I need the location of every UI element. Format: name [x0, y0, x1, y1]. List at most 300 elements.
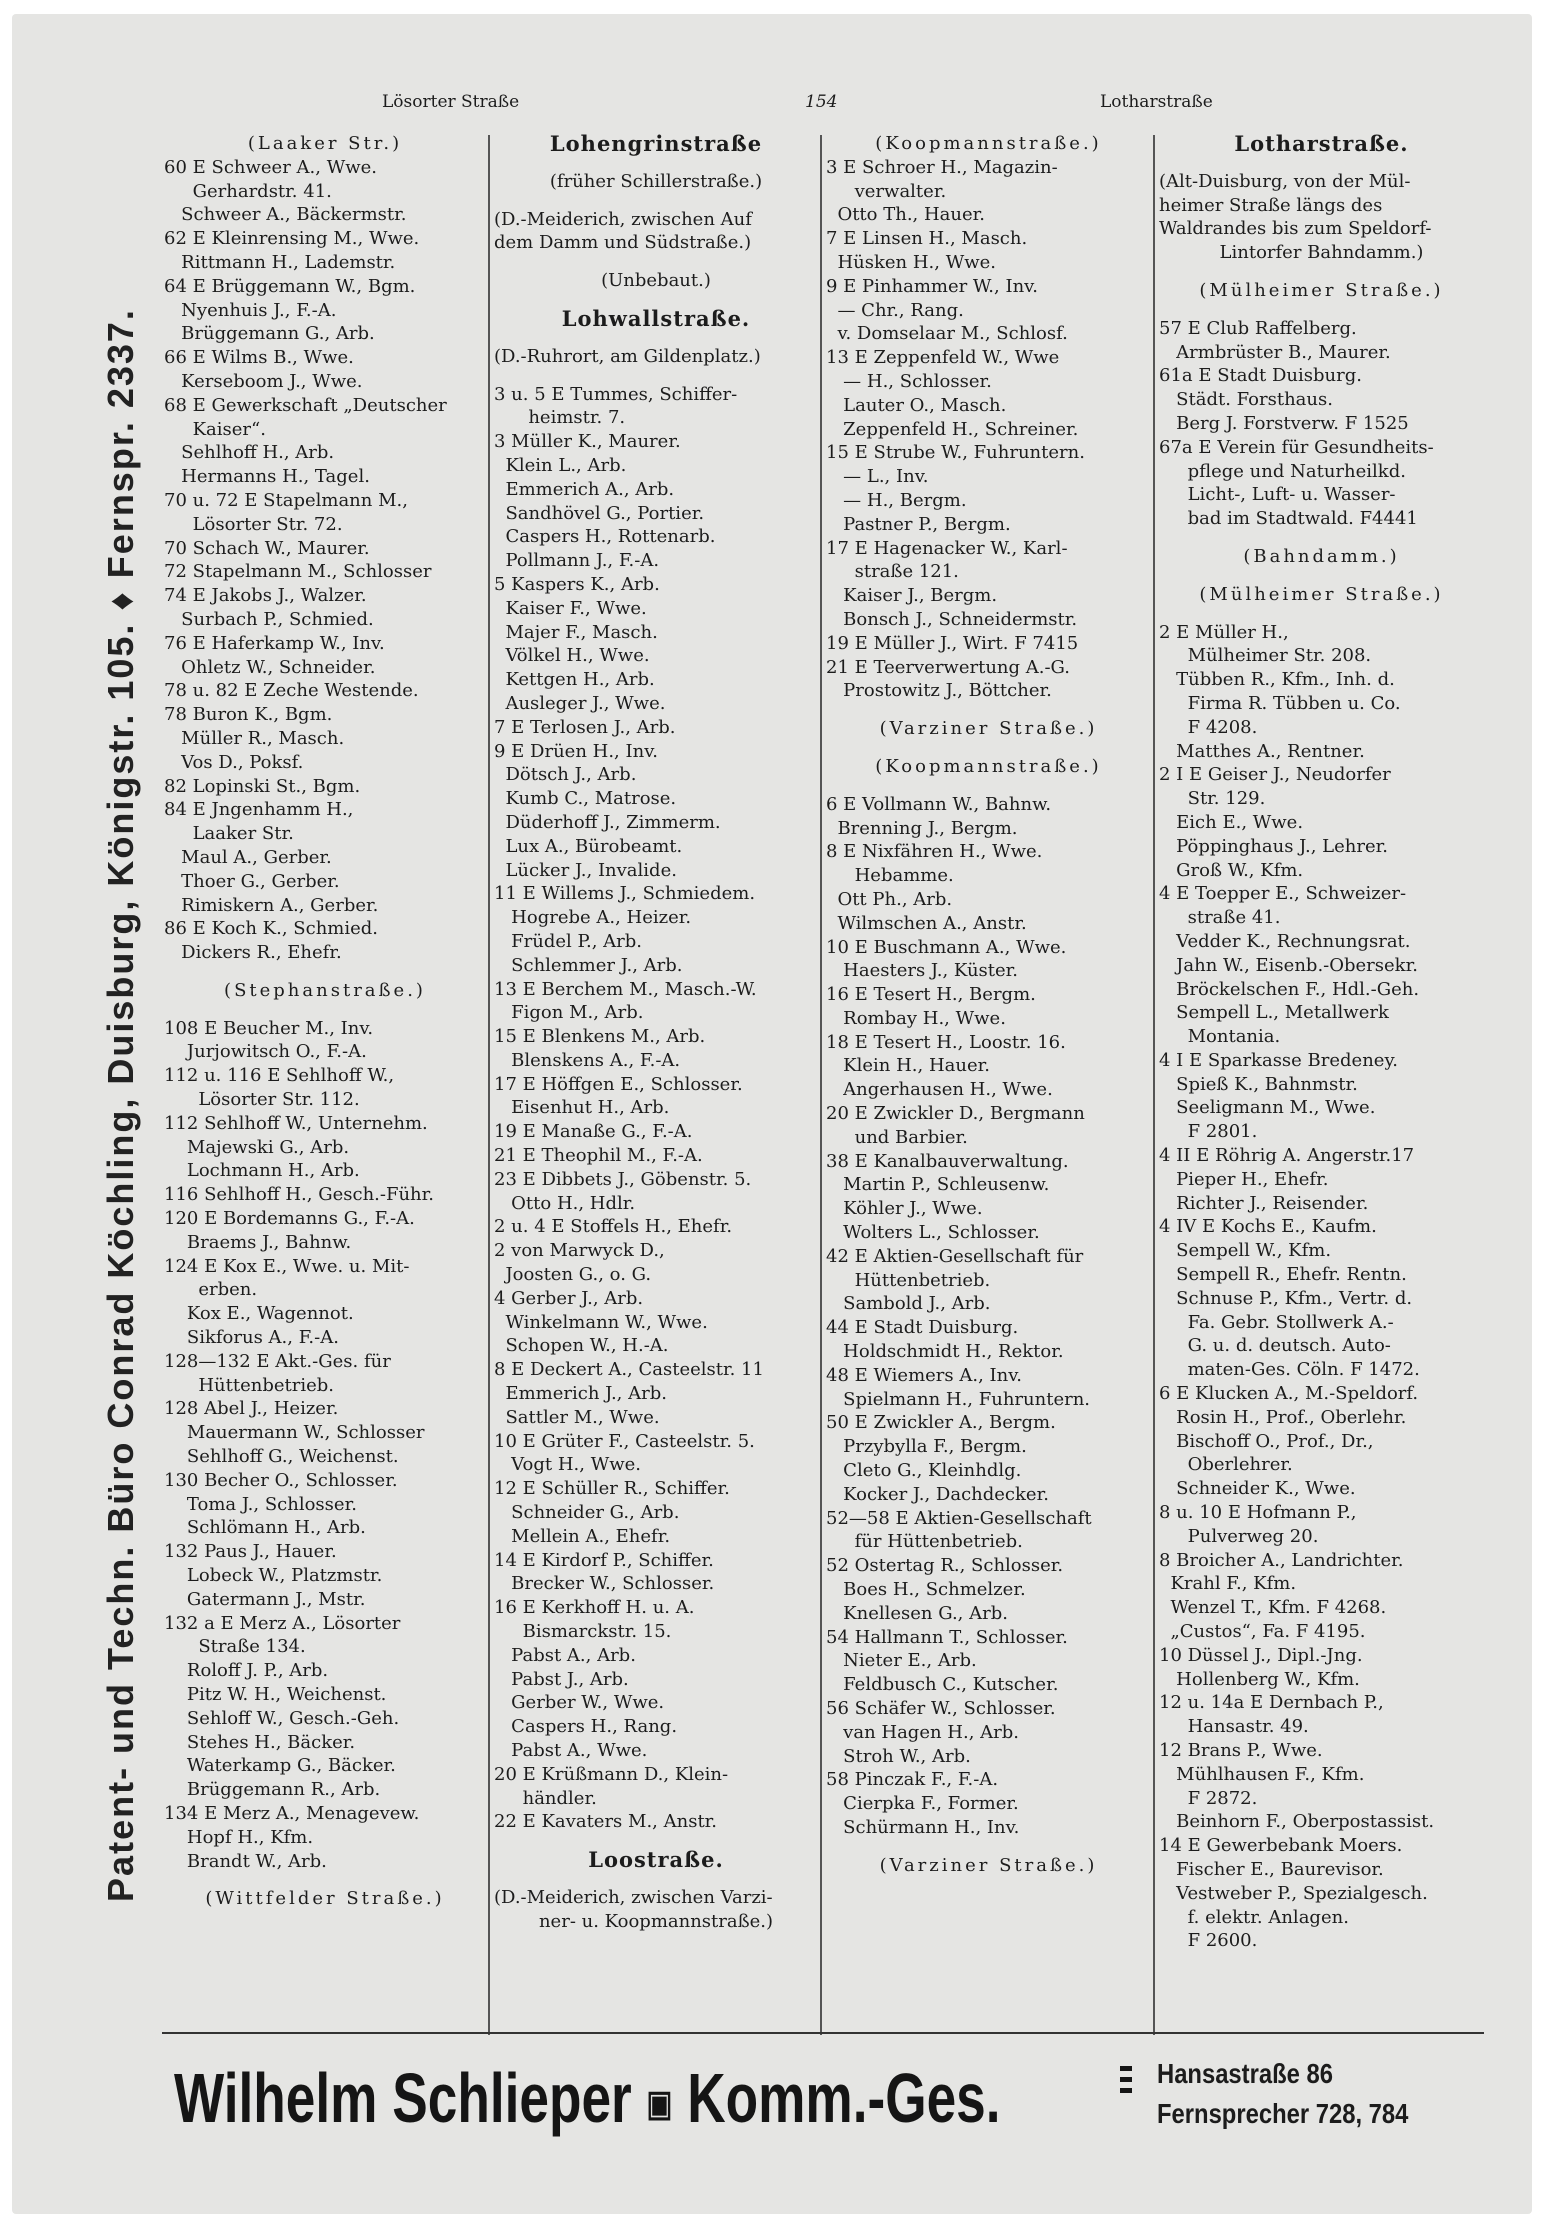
directory-line: Lobeck W., Platzmstr. — [164, 1565, 383, 1587]
directory-line: 52—58 E Aktien-Gesellschaft — [826, 1507, 1092, 1529]
directory-line: Braems J., Bahnw. — [164, 1231, 352, 1253]
address-marker-icon — [1120, 2060, 1134, 2114]
directory-line: Vos D., Poksf. — [164, 751, 304, 773]
directory-line: Knellesen G., Arb. — [826, 1602, 1008, 1624]
directory-line: 8 E Nixfähren H., Wwe. — [826, 841, 1043, 863]
directory-line: Gatermann J., Mstr. — [164, 1588, 366, 1610]
spacer — [494, 293, 818, 307]
directory-line: Mauermann W., Schlosser — [164, 1422, 425, 1444]
separator-square-icon: ▣ — [646, 2082, 673, 2124]
directory-line: (früher Schillerstraße.) — [549, 170, 763, 192]
column-2 — [494, 132, 818, 1934]
directory-line: 4 Gerber J., Arb. — [494, 1287, 644, 1309]
directory-line: Kocker J., Dachdecker. — [826, 1483, 1049, 1505]
directory-line: Sattler M., Wwe. — [494, 1406, 660, 1428]
directory-line: Zeppenfeld H., Schreiner. — [826, 418, 1079, 440]
directory-line: 2 I E Geiser J., Neudorfer — [1159, 764, 1391, 786]
spacer — [494, 331, 818, 345]
street-title: Lohengrinstraße — [549, 131, 763, 156]
directory-line: Rosin H., Prof., Oberlehr. — [1159, 1406, 1407, 1428]
directory-line: Spielmann H., Fuhruntern. — [826, 1388, 1091, 1410]
directory-line: 4 E Toepper E., Schweizer- — [1159, 883, 1407, 905]
directory-line: Sempell R., Ehefr. Rentn. — [1159, 1264, 1407, 1286]
cross-street: (Koopmannstraße.) — [875, 755, 1102, 777]
directory-line: Rimiskern A., Gerber. — [164, 894, 379, 916]
directory-line: 7 E Terlosen J., Arb. — [494, 716, 676, 738]
directory-line: Eisenhut H., Arb. — [494, 1097, 670, 1119]
directory-line: 70 Schach W., Maurer. — [164, 537, 370, 559]
spacer — [164, 1003, 486, 1017]
directory-line: Angerhausen H., Wwe. — [826, 1079, 1053, 1101]
footer-phone: Fernsprecher 728, 784 — [1157, 2098, 1409, 2129]
directory-line: (Unbebaut.) — [601, 270, 711, 292]
spacer — [826, 741, 1151, 755]
directory-line: 18 E Tesert H., Loostr. 16. — [826, 1031, 1066, 1053]
directory-line: Brüggemann G., Arb. — [164, 323, 375, 345]
directory-line: straße 121. — [826, 561, 959, 583]
cross-street: (Varziner Straße.) — [879, 1854, 1098, 1876]
directory-line: 3 E Schroer H., Magazin- — [826, 156, 1058, 178]
directory-line: Mellein A., Ehefr. — [494, 1525, 671, 1547]
directory-line: Sikforus A., F.-A. — [164, 1327, 339, 1349]
directory-line: 2 E Müller H., — [1159, 621, 1289, 643]
directory-line: 13 E Zeppenfeld W., Wwe — [826, 347, 1060, 369]
directory-line: Jurjowitsch O., F.-A. — [164, 1041, 367, 1063]
spacer — [494, 255, 818, 269]
directory-line: 78 u. 82 E Zeche Westende. — [164, 680, 419, 702]
directory-line: Ott Ph., Arb. — [826, 888, 953, 910]
directory-line: 21 E Theophil M., F.-A. — [494, 1145, 703, 1167]
directory-line: Joosten G., o. G. — [494, 1264, 652, 1286]
directory-line: 3 u. 5 E Tummes, Schiffer- — [494, 383, 738, 405]
directory-line: Brüggemann R., Arb. — [164, 1779, 381, 1801]
directory-line: Sambold J., Arb. — [826, 1293, 991, 1315]
directory-line: Mühlhausen F., Kfm. — [1159, 1763, 1365, 1785]
directory-line: 22 E Kavaters M., Anstr. — [494, 1811, 718, 1833]
directory-line: 130 Becher O., Schlosser. — [164, 1469, 398, 1491]
directory-line: F 2872. — [1159, 1787, 1258, 1809]
directory-line: van Hagen H., Arb. — [826, 1721, 1020, 1743]
header-right-street: Lotharstraße — [1100, 92, 1213, 112]
directory-line: Kaiser F., Wwe. — [494, 597, 647, 619]
directory-line: 8 u. 10 E Hofmann P., — [1159, 1502, 1357, 1524]
directory-line: Blenskens A., F.-A. — [494, 1049, 681, 1071]
directory-line: 116 Sehlhoff H., Gesch.-Führ. — [164, 1184, 434, 1206]
directory-line: F 2600. — [1159, 1930, 1258, 1952]
directory-line: Pabst A., Wwe. — [494, 1740, 648, 1761]
directory-line: händler. — [494, 1787, 597, 1809]
directory-line: Bröckelschen F., Hdl.-Geh. — [1159, 978, 1420, 1000]
directory-line: Majewski G., Arb. — [164, 1136, 350, 1158]
directory-line: Spieß K., Bahnmstr. — [1159, 1073, 1358, 1095]
directory-line: Winkelmann W., Wwe. — [494, 1311, 708, 1333]
directory-line: Thoer G., Gerber. — [164, 870, 340, 892]
spacer — [494, 156, 818, 170]
directory-line: Lücker J., Invalide. — [494, 859, 677, 881]
directory-line: 20 E Krüßmann D., Klein- — [494, 1763, 729, 1785]
directory-line: 124 E Kox E., Wwe. u. Mit- — [164, 1255, 410, 1277]
directory-line: — Chr., Rang. — [826, 299, 964, 321]
street-title: Lohwallstraße. — [561, 305, 751, 331]
directory-line: „Custos“, Fa. F 4195. — [1159, 1621, 1366, 1643]
directory-line: Lintorfer Bahndamm.) — [1219, 242, 1424, 264]
cross-street: (Stephanstraße.) — [224, 979, 426, 1001]
directory-line: Kerseboom J., Wwe. — [164, 370, 363, 392]
directory-line: Nyenhuis J., F.-A. — [164, 299, 337, 321]
cross-street: (Mülheimer Straße.) — [1199, 583, 1444, 605]
directory-line: Köhler J., Wwe. — [826, 1198, 983, 1220]
directory-line: Bonsch J., Schneidermstr. — [826, 608, 1078, 630]
directory-line: 38 E Kanalbauverwaltung. — [826, 1150, 1069, 1172]
directory-line: 23 E Dibbets J., Göbenstr. 5. — [494, 1168, 752, 1190]
directory-line: Seeligmann M., Wwe. — [1159, 1097, 1376, 1119]
directory-line: Eich E., Wwe. — [1159, 811, 1304, 833]
directory-line: Oberlehrer. — [1159, 1454, 1293, 1476]
directory-line: Schlömann H., Arb. — [164, 1517, 366, 1539]
directory-line: Licht-, Luft- u. Wasser- — [1159, 484, 1396, 506]
directory-line: 15 E Strube W., Fuhruntern. — [826, 442, 1085, 464]
directory-line: Haesters J., Küster. — [826, 960, 1019, 982]
directory-line: Kaiser J., Bergm. — [826, 585, 998, 607]
directory-line: Lösorter Str. 72. — [164, 513, 343, 535]
directory-line: Sandhövel G., Portier. — [494, 502, 705, 524]
firm-name: Wilhelm Schlieper — [174, 2059, 632, 2137]
directory-line: 82 Lopinski St., Bgm. — [164, 775, 361, 797]
directory-line: Hopf H., Kfm. — [164, 1826, 314, 1848]
directory-line: — L., Inv. — [826, 466, 929, 488]
directory-line: 66 E Wilms B., Wwe. — [164, 347, 354, 369]
directory-line: Hüsken H., Wwe. — [826, 251, 996, 273]
directory-line: Hüttenbetrieb. — [826, 1269, 991, 1291]
directory-line: 52 Ostertag R., Schlosser. — [826, 1555, 1064, 1577]
directory-line: 56 Schäfer W., Schlosser. — [826, 1698, 1056, 1719]
directory-line: Sehloff W., Gesch.-Geh. — [164, 1707, 400, 1729]
directory-line: 72 Stapelmann M., Schlosser — [164, 561, 432, 583]
directory-line: Lauter O., Masch. — [826, 394, 1007, 416]
directory-line: Feldbusch C., Kutscher. — [826, 1674, 1059, 1696]
directory-line: Früdel P., Arb. — [494, 930, 642, 952]
column-divider — [1153, 135, 1155, 2035]
directory-line: für Hüttenbetrieb. — [826, 1531, 1023, 1553]
directory-line: — H., Bergm. — [826, 489, 967, 511]
directory-line: 57 E Club Raffelberg. — [1159, 317, 1357, 339]
directory-line: Mülheimer Str. 208. — [1159, 645, 1372, 667]
directory-line: 76 E Haferkamp W., Inv. — [164, 632, 385, 654]
directory-line: 12 Brans P., Wwe. — [1159, 1740, 1323, 1761]
directory-line: Pieper H., Ehefr. — [1159, 1168, 1329, 1190]
directory-line: 62 E Kleinrensing M., Wwe. — [164, 228, 420, 250]
directory-line: G. u. d. deutsch. Auto- — [1159, 1335, 1391, 1357]
directory-line: Schnuse P., Kfm., Vertr. d. — [1159, 1287, 1413, 1309]
directory-line: Caspers H., Rang. — [494, 1716, 678, 1738]
directory-line: Roloff J. P., Arb. — [164, 1660, 329, 1682]
directory-line: Lösorter Str. 112. — [164, 1089, 360, 1111]
spacer — [494, 194, 818, 208]
sidebar-advertisement-text: Patent- und Techn. Büro Conrad Köchling, Duisburg, Königstr. 105. ♦ Fernspr. 2337. — [100, 308, 141, 1902]
cross-street: (Bahndamm.) — [1243, 545, 1400, 567]
directory-line: 14 E Kirdorf P., Schiffer. — [494, 1549, 714, 1571]
directory-line: ner- u. Koopmannstraße.) — [538, 1910, 774, 1932]
directory-line: Montania. — [1159, 1026, 1281, 1048]
directory-line: Toma J., Schlosser. — [164, 1493, 357, 1515]
directory-line: Schürmann H., Inv. — [826, 1816, 1020, 1838]
directory-line: 61a E Stadt Duisburg. — [1159, 365, 1362, 387]
directory-line: Wenzel T., Kfm. F 4268. — [1159, 1597, 1387, 1619]
directory-line: 7 E Linsen H., Masch. — [826, 228, 1028, 250]
cross-street: (Laaker Str.) — [247, 133, 403, 154]
directory-line: heimer Straße längs des — [1159, 194, 1383, 216]
directory-line: 15 E Blenkens M., Arb. — [494, 1026, 706, 1048]
spacer — [826, 703, 1151, 717]
directory-line: dem Damm und Südstraße.) — [494, 232, 752, 254]
street-title: Lotharstraße. — [1234, 131, 1409, 156]
directory-line: 17 E Höffgen E., Schlosser. — [494, 1073, 743, 1095]
directory-line: 10 E Grüter F., Casteelstr. 5. — [494, 1430, 755, 1452]
directory-line: 13 E Berchem M., Masch.-W. — [494, 978, 757, 1000]
directory-line: Brandt W., Arb. — [164, 1850, 327, 1872]
directory-line: Pulverweg 20. — [1159, 1525, 1319, 1547]
directory-line: Prostowitz J., Böttcher. — [826, 680, 1052, 702]
directory-line: 16 E Tesert H., Bergm. — [826, 984, 1036, 1006]
directory-line: (D.-Ruhrort, am Gildenplatz.) — [494, 345, 761, 367]
directory-line: 112 u. 116 E Sehlhoff W., — [164, 1065, 395, 1087]
directory-line: Pitz W. H., Weichenst. — [164, 1684, 387, 1705]
spacer — [494, 1834, 818, 1848]
directory-line: Städt. Forsthaus. — [1159, 389, 1333, 411]
spacer — [1159, 531, 1484, 545]
directory-line: Ohletz W., Schneider. — [164, 656, 376, 678]
directory-line: Martin P., Schleusenw. — [826, 1174, 1050, 1196]
spacer — [1159, 607, 1484, 621]
firm-type: Komm.-Ges. — [687, 2059, 1001, 2137]
directory-line: 2 von Marwyck D., — [494, 1240, 665, 1262]
directory-line: 4 IV E Kochs E., Kaufm. — [1159, 1216, 1377, 1238]
spacer — [1159, 303, 1484, 317]
directory-line: 4 II E Röhrig A. Angerstr.17 — [1159, 1145, 1415, 1167]
directory-line: verwalter. — [826, 180, 947, 202]
sidebar-advertisement — [96, 100, 146, 2110]
spacer — [164, 965, 486, 979]
directory-line: Lux A., Bürobeamt. — [494, 835, 683, 857]
directory-line: — H., Schlosser. — [826, 370, 992, 392]
directory-line: Wilmschen A., Anstr. — [826, 912, 1027, 934]
spacer — [164, 1873, 486, 1887]
directory-line: Emmerich A., Arb. — [494, 478, 675, 500]
directory-line: pflege und Naturheilkd. — [1159, 460, 1406, 482]
directory-line: 12 E Schüller R., Schiffer. — [494, 1478, 730, 1500]
street-title: Loostraße. — [588, 1847, 724, 1873]
directory-line: Völkel H., Wwe. — [494, 645, 650, 667]
directory-line: Sehlhoff H., Arb. — [164, 442, 335, 464]
directory-line: 132 a E Merz A., Lösorter — [164, 1612, 401, 1634]
directory-line: Firma R. Tübben u. Co. — [1159, 692, 1401, 714]
directory-line: Hermanns H., Tagel. — [164, 466, 370, 488]
directory-line: 58 Pinczak F., F.-A. — [826, 1769, 999, 1791]
directory-line: Tübben R., Kfm., Inh. d. — [1159, 669, 1395, 691]
directory-line: 4 I E Sparkasse Bredeney. — [1159, 1049, 1398, 1071]
directory-line: 60 E Schweer A., Wwe. — [164, 156, 377, 178]
directory-line: Vedder K., Rechnungsrat. — [1159, 930, 1411, 952]
directory-line: 84 E Jngenhamm H., — [164, 799, 354, 821]
directory-line: Dötsch J., Arb. — [494, 764, 637, 786]
directory-line: 128—132 E Akt.-Ges. für — [164, 1350, 391, 1372]
directory-line: Sempell L., Metallwerk — [1159, 1002, 1389, 1024]
directory-line: 2 u. 4 E Stoffels H., Ehefr. — [494, 1216, 733, 1238]
cross-street: (Wittfelder Straße.) — [205, 1888, 445, 1910]
directory-line: Emmerich J., Arb. — [494, 1383, 667, 1405]
directory-line: Dickers R., Ehefr. — [164, 942, 342, 964]
directory-line: Bismarckstr. 15. — [494, 1621, 672, 1643]
footer-divider — [162, 2032, 1484, 2034]
directory-line: 128 Abel J., Heizer. — [164, 1398, 339, 1420]
directory-line: erben. — [164, 1279, 258, 1301]
directory-line: Waterkamp G., Bäcker. — [164, 1755, 396, 1777]
directory-line: Fischer E., Baurevisor. — [1159, 1858, 1384, 1880]
directory-line: Schneider G., Arb. — [494, 1502, 680, 1524]
directory-line: und Barbier. — [826, 1126, 968, 1148]
directory-line: Sempell W., Kfm. — [1159, 1240, 1332, 1262]
directory-line: Kaiser“. — [164, 418, 266, 440]
directory-line: Maul A., Gerber. — [164, 846, 332, 868]
directory-line: Jahn W., Eisenb.-Obersekr. — [1159, 954, 1418, 976]
directory-line: 74 E Jakobs J., Walzer. — [164, 585, 367, 607]
footer-address: Hansastraße 86 — [1157, 2058, 1333, 2089]
spacer — [1159, 265, 1484, 279]
directory-line: Brenning J., Bergm. — [826, 817, 1018, 839]
directory-line: Bischoff O., Prof., Dr., — [1159, 1430, 1374, 1452]
directory-line: bad im Stadtwald. F4441 — [1159, 508, 1418, 530]
directory-line: 108 E Beucher M., Inv. — [164, 1017, 374, 1039]
directory-line: Schweer A., Bäckermstr. — [164, 204, 407, 226]
directory-line: 78 Buron K., Bgm. — [164, 704, 333, 726]
directory-line: 54 Hallmann T., Schlosser. — [826, 1626, 1068, 1648]
cross-street: (Koopmannstraße.) — [875, 133, 1102, 154]
directory-line: Otto H., Hdlr. — [494, 1192, 636, 1214]
column-4 — [1159, 132, 1484, 1953]
directory-line: Gerhardstr. 41. — [164, 180, 332, 202]
directory-line: Schneider K., Wwe. — [1159, 1478, 1356, 1500]
spacer — [826, 779, 1151, 793]
directory-line: (D.-Meiderich, zwischen Auf — [494, 208, 752, 230]
directory-line: Stroh W., Arb. — [826, 1745, 971, 1767]
spacer — [1159, 569, 1484, 583]
directory-line: F 2801. — [1159, 1121, 1258, 1143]
directory-line: Ausleger J., Wwe. — [494, 692, 666, 714]
footer-advertisement — [162, 2040, 1492, 2160]
directory-line: Vogt H., Wwe. — [494, 1454, 641, 1476]
directory-line: Groß W., Kfm. — [1159, 859, 1304, 881]
directory-line: Wolters L., Schlosser. — [826, 1222, 1040, 1244]
directory-line: Lochmann H., Arb. — [164, 1160, 360, 1182]
directory-line: Müller R., Masch. — [164, 727, 345, 749]
directory-line: Beinhorn F., Oberpostassist. — [1159, 1811, 1435, 1833]
directory-line: 68 E Gewerkschaft „Deutscher — [164, 394, 447, 416]
directory-line: Vestweber P., Spezialgesch. — [1159, 1882, 1428, 1904]
directory-line: Kettgen H., Arb. — [494, 669, 655, 691]
directory-line: 50 E Zwickler A., Bergm. — [826, 1412, 1056, 1434]
directory-line: Richter J., Reisender. — [1159, 1192, 1369, 1214]
directory-line: Brecker W., Schlosser. — [494, 1573, 715, 1595]
directory-line: maten-Ges. Cöln. F 1472. — [1159, 1359, 1420, 1381]
directory-line: 70 u. 72 E Stapelmann M., — [164, 489, 408, 511]
cross-street: (Mülheimer Straße.) — [1199, 279, 1444, 301]
directory-line: Hebamme. — [826, 865, 954, 887]
directory-line: Waldrandes bis zum Speldorf- — [1159, 218, 1432, 240]
directory-line: 67a E Verein für Gesundheits- — [1159, 436, 1434, 458]
directory-line: Fa. Gebr. Stollwerk A.- — [1159, 1311, 1394, 1333]
directory-line: Schopen W., H.-A. — [494, 1335, 669, 1357]
column-divider — [488, 135, 490, 2035]
directory-line: F 4208. — [1159, 716, 1258, 738]
directory-line: 5 Kaspers K., Arb. — [494, 573, 660, 595]
directory-line: Caspers H., Rottenarb. — [494, 526, 716, 548]
directory-line: 10 E Buschmann A., Wwe. — [826, 936, 1067, 958]
directory-line: 14 E Gewerbebank Moers. — [1159, 1835, 1403, 1857]
directory-line: Matthes A., Rentner. — [1159, 740, 1365, 762]
directory-line: Przybylla F., Bergm. — [826, 1436, 1027, 1458]
directory-line: 9 E Pinhammer W., Inv. — [826, 275, 1038, 297]
spacer — [1159, 156, 1484, 170]
directory-line: 12 u. 14a E Dernbach P., — [1159, 1692, 1384, 1714]
directory-line: 9 E Drüen H., Inv. — [494, 740, 658, 762]
directory-line: Rombay H., Wwe. — [826, 1007, 1006, 1029]
directory-line: Rittmann H., Lademstr. — [164, 251, 396, 273]
directory-line: 19 E Manaße G., F.-A. — [494, 1121, 693, 1143]
spacer — [494, 1872, 818, 1886]
directory-line: straße 41. — [1159, 907, 1281, 929]
directory-line: Klein L., Arb. — [494, 454, 627, 476]
directory-line: 8 Broicher A., Landrichter. — [1159, 1549, 1404, 1571]
directory-line: Boes H., Schmelzer. — [826, 1579, 1026, 1601]
directory-line: 3 Müller K., Maurer. — [494, 431, 681, 453]
directory-line: Cleto G., Kleinhdlg. — [826, 1460, 1022, 1482]
directory-line: Pastner P., Bergm. — [826, 513, 1011, 535]
directory-line: Stehes H., Bäcker. — [164, 1731, 356, 1753]
directory-line: 134 E Merz A., Menagevew. — [164, 1802, 420, 1824]
directory-line: 19 E Müller J., Wirt. F 7415 — [826, 632, 1079, 654]
directory-line: 112 Sehlhoff W., Unternehm. — [164, 1112, 428, 1134]
directory-line: Hogrebe A., Heizer. — [494, 907, 692, 929]
column-1 — [164, 132, 486, 1911]
directory-line: Pabst A., Arb. — [494, 1644, 636, 1666]
directory-line: Cierpka F., Former. — [826, 1793, 1019, 1815]
directory-line: 48 E Wiemers A., Inv. — [826, 1364, 1022, 1386]
directory-line: 6 E Klucken A., M.-Speldorf. — [1159, 1383, 1419, 1405]
directory-line: 86 E Koch K., Schmied. — [164, 918, 379, 940]
directory-line: (Alt-Duisburg, von der Mül- — [1159, 170, 1411, 192]
directory-line: Figon M., Arb. — [494, 1002, 644, 1024]
directory-line: 42 E Aktien-Gesellschaft für — [826, 1245, 1084, 1267]
directory-line: Kumb C., Matrose. — [494, 788, 677, 810]
directory-line: 11 E Willems J., Schmiedem. — [494, 883, 756, 905]
directory-line: Hansastr. 49. — [1159, 1716, 1309, 1738]
directory-line: 8 E Deckert A., Casteelstr. 11 — [494, 1359, 764, 1381]
directory-line: Pabst J., Arb. — [494, 1668, 629, 1690]
directory-line: Nieter E., Arb. — [826, 1650, 977, 1672]
footer-contact — [1157, 2054, 1408, 2134]
spacer — [494, 369, 818, 383]
directory-line: Hüttenbetrieb. — [164, 1374, 334, 1396]
directory-line: 132 Paus J., Hauer. — [164, 1541, 337, 1563]
directory-line: 17 E Hagenacker W., Karl- — [826, 537, 1068, 559]
directory-line: Armbrüster B., Maurer. — [1159, 341, 1391, 363]
directory-line: (D.-Meiderich, zwischen Varzi- — [494, 1886, 773, 1908]
directory-line: Schlemmer J., Arb. — [494, 954, 683, 976]
spacer — [826, 1840, 1151, 1854]
directory-line: 64 E Brüggemann W., Bgm. — [164, 275, 416, 297]
footer-firm — [174, 2058, 1001, 2138]
directory-line: Berg J. Forstverw. F 1525 — [1159, 412, 1409, 434]
